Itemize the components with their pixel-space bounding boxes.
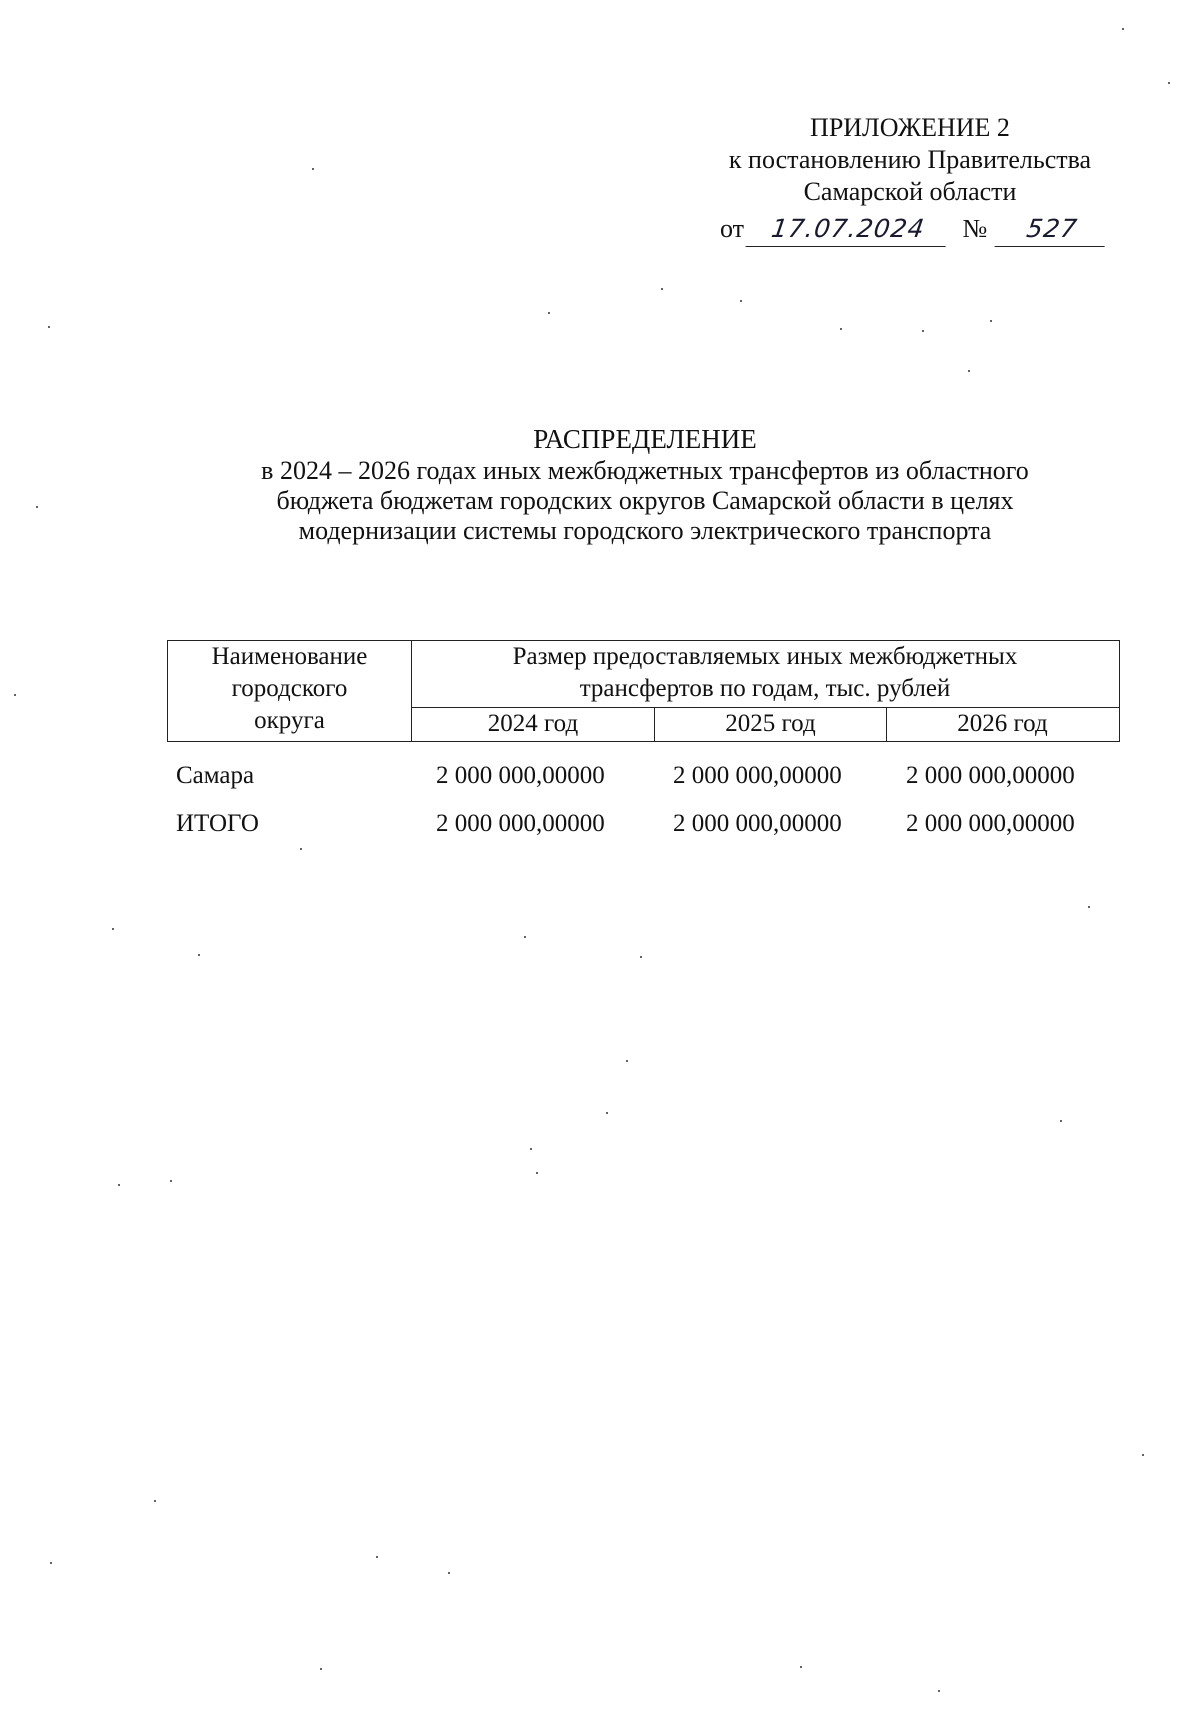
scan-speck bbox=[530, 1148, 532, 1150]
scan-speck bbox=[990, 320, 992, 322]
header-year-2026: 2026 год bbox=[957, 710, 1048, 737]
title-line-2: бюджета бюджетам городских округов Самарской области в целях bbox=[276, 486, 1014, 515]
header-year-2024: 2024 год bbox=[487, 710, 579, 737]
scan-speck bbox=[524, 936, 526, 938]
scan-speck bbox=[300, 848, 302, 850]
scan-speck bbox=[1142, 1454, 1144, 1456]
scan-speck bbox=[320, 1668, 322, 1670]
scan-speck bbox=[640, 956, 642, 958]
table-row bbox=[176, 758, 1120, 794]
distribution-table-header bbox=[167, 640, 1120, 742]
title-heading: РАСПРЕДЕЛЕНИЕ bbox=[533, 424, 757, 454]
header-year-2025: 2025 год bbox=[725, 710, 816, 737]
scan-speck bbox=[626, 1060, 628, 1062]
scan-speck bbox=[661, 288, 663, 290]
title-line-3: модернизации системы городского электрического транспорта bbox=[298, 516, 992, 545]
scan-speck bbox=[14, 694, 16, 696]
scan-speck bbox=[938, 1690, 940, 1692]
scan-speck bbox=[36, 506, 38, 508]
scan-speck bbox=[112, 928, 114, 930]
header-amount-group bbox=[412, 641, 1118, 705]
header-name-line-1: Наименование bbox=[211, 643, 368, 670]
table-row-total bbox=[176, 806, 1120, 842]
number-sign: № bbox=[962, 214, 988, 243]
resolution-date-line bbox=[720, 212, 1120, 247]
row-total-label: ИТОГО bbox=[176, 810, 259, 837]
appendix-header bbox=[700, 112, 1120, 208]
scan-speck bbox=[840, 328, 842, 330]
row-total-value-2025: 2 000 000,00000 bbox=[673, 810, 842, 837]
scan-speck bbox=[968, 370, 970, 372]
appendix-region: Самарской области bbox=[803, 177, 1017, 206]
header-name-line-2: городского bbox=[231, 675, 348, 702]
handwritten-date: 17.07.2024 bbox=[746, 212, 951, 247]
scan-speck bbox=[1168, 82, 1170, 84]
scan-speck bbox=[448, 1572, 450, 1574]
appendix-title: ПРИЛОЖЕНИЕ 2 bbox=[810, 113, 1010, 142]
scan-speck bbox=[536, 1172, 538, 1174]
document-title bbox=[150, 424, 1140, 546]
scan-speck bbox=[1088, 906, 1090, 908]
scan-speck bbox=[1060, 1120, 1062, 1122]
header-name-line-3: округа bbox=[254, 707, 325, 734]
row-total-value-2026: 2 000 000,00000 bbox=[906, 810, 1075, 837]
scan-speck bbox=[48, 326, 50, 328]
row-value-2025: 2 000 000,00000 bbox=[673, 762, 842, 789]
scan-speck bbox=[198, 954, 200, 956]
header-group-line-2: трансфертов по годам, тыс. рублей bbox=[579, 675, 951, 702]
scan-speck bbox=[154, 1500, 156, 1502]
scan-speck bbox=[922, 330, 924, 332]
row-district-name: Самара bbox=[176, 762, 255, 789]
scan-speck bbox=[800, 1666, 802, 1668]
row-total-value-2024: 2 000 000,00000 bbox=[436, 810, 605, 837]
scan-speck bbox=[312, 168, 314, 170]
row-value-2024: 2 000 000,00000 bbox=[436, 762, 605, 789]
scan-speck bbox=[1122, 28, 1124, 30]
scan-speck bbox=[548, 312, 550, 314]
scan-speck bbox=[50, 1562, 52, 1564]
scan-speck bbox=[376, 1556, 378, 1558]
header-group-line-1: Размер предоставляемых иных межбюджетных bbox=[512, 643, 1018, 670]
scan-speck bbox=[170, 1180, 172, 1182]
scan-speck bbox=[606, 1112, 608, 1114]
scan-speck bbox=[740, 300, 742, 302]
handwritten-number: 527 bbox=[995, 212, 1110, 247]
appendix-reference: к постановлению Правительства bbox=[728, 145, 1092, 174]
date-prefix: от bbox=[720, 214, 745, 243]
title-line-1: в 2024 – 2026 годах иных межбюджетных трансфертов из областного bbox=[261, 456, 1029, 485]
row-value-2026: 2 000 000,00000 bbox=[906, 762, 1075, 789]
header-district-name bbox=[168, 641, 411, 737]
scan-speck bbox=[118, 1184, 120, 1186]
